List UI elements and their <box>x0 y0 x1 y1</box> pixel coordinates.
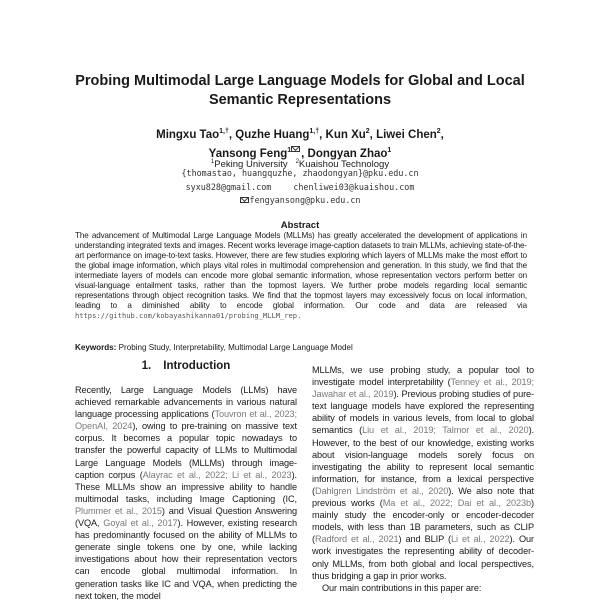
author-sup: 1,† <box>219 128 229 135</box>
section-heading <box>75 360 297 372</box>
section-number: 1. <box>141 360 152 372</box>
envelope-icon <box>240 197 249 203</box>
email-line <box>90 181 510 195</box>
right-column-paragraph <box>312 364 534 594</box>
author-sup: 2 <box>436 128 441 135</box>
citation-link[interactable]: Dahlgren Lindström et al., 2020 <box>314 485 449 496</box>
affiliation-2: Kuaishou Technology <box>298 159 390 171</box>
author-sup: 1 <box>387 146 392 154</box>
paper-title: Probing Multimodal Large Language Models for Global and Local Semantic Representations <box>75 73 525 108</box>
body-text: ). However, to the best of our knowledge, existing works about vision-language models sorely focus on investigating the ability to represent local semantic information, for instance, from a lexical perspective ( <box>312 425 534 496</box>
body-text: ) and BLIP ( <box>398 534 451 545</box>
email-block <box>90 167 510 208</box>
citation-link[interactable]: Radford et al., 2021 <box>314 534 399 545</box>
citation-link[interactable]: Ma et al., 2022; Dai et al., 2023b <box>382 498 532 509</box>
author-list: Mingxu Tao$^{1,\dagger}$, Quzhe Huang$^{1,\dagger}$, Kun Xu$^2$, Liwei Chen$^2$, Yansong Feng$^1$ , Dongyan Zhao$^1$ <box>156 128 444 160</box>
author-sup-num: 1 <box>287 146 292 154</box>
body-text: ). Previous probing studies of pure-text language models have explored the representing ability of models in various levels, from local to global semantics ( <box>312 389 535 436</box>
body-text: ). Our work investigates the representing ability of decoder-only MLLMs, from both global and local perspectives, thus bridging a gap in prior works. <box>312 534 534 581</box>
author-name: Dongyan Zhao <box>307 147 388 160</box>
body-text: Recently, Large Language Models (LLMs) have achieved remarkable advancements in various natural language processing applications ( <box>75 385 297 420</box>
email-address[interactable]: syxu828@gmail.com <box>185 181 272 192</box>
abstract-body <box>75 231 527 321</box>
email-line[interactable]: {thomastao, huangquzhe, zhaodongyan}@pku.edu.cn <box>181 168 419 178</box>
author-name: Kun Xu <box>325 128 366 141</box>
affiliation-1: Peking University <box>214 159 288 171</box>
author-sup: 2 <box>365 128 370 135</box>
left-column-paragraph <box>75 384 297 600</box>
citation-link[interactable]: Touvron et al., 2023; OpenAI, 2024 <box>75 409 298 432</box>
abstract-heading: Abstract <box>280 220 320 231</box>
citation-link[interactable]: Goyal et al., 2017 <box>103 518 178 529</box>
author-sup <box>287 147 301 154</box>
abstract-text: The advancement of Multimodal Large Language Models (MLLMs) has greatly accelerated the development of applications in understanding integrated texts and images. Recent works leverage image-caption datasets to train MLLMs, achieving state-of-the-art performance on image-to-text tasks. However, there are few studies exploring which layers of MLLMs make the most effort to the global image information, which plays vital roles in multimodal comprehension and generation. In this study, we find that the intermediate layers of models can encode more global semantic information, whose representation vectors perform better on visual-language entailment tasks, rather than the topmost layers. We further probe models regarding local semantic representations through object recognition tasks. We find that the topmost layers may excessively focus on local information, leading to a diminished ability to encode global information. Our code and data are released via <box>75 231 527 311</box>
author-name: Liwei Chen <box>376 128 437 141</box>
keywords-line <box>75 343 527 352</box>
author-sup: 1,† <box>309 128 320 135</box>
body-text: ). We also note that previous works ( <box>312 485 534 509</box>
keywords-label: Keywords: <box>75 343 117 352</box>
section-title: Introduction <box>163 360 231 372</box>
body-text: ). These MLLMs show an impressive ability to handle multimodal tasks, including Image Captioning (IC, <box>75 469 297 504</box>
citation-link[interactable]: Li et al., 2022 <box>451 534 510 545</box>
email-address[interactable]: chenliwei03@kuaishou.com <box>293 181 415 192</box>
citation-link[interactable]: Alayrac et al., 2022; Li et al., 2023 <box>142 469 292 480</box>
envelope-icon <box>291 146 300 152</box>
body-text: ) mainly study the encoder-only or encoder-decoder models, with less than 1B parameters, such as CLIP ( <box>312 498 534 545</box>
email-address[interactable]: fengyansong@pku.edu.cn <box>249 195 361 205</box>
body-text: ). However, existing research has predominantly focused on the ability of MLLMs to generate single tokens one by one, while lacking investigations about how their representation vectors can encode global multimodal information. In generation tasks like IC and VQA, when predicting the next token, the model <box>75 518 298 600</box>
citation-link[interactable]: Tenney et al., 2019; Jawahar et al., 2019 <box>312 377 534 400</box>
author-name: Quzhe Huang <box>235 128 310 141</box>
author-name: Mingxu Tao <box>156 128 220 141</box>
keywords-text: Probing Study, Interpretability, Multimodal Large Language Model <box>118 343 353 352</box>
citation-link[interactable]: Plummer et al., 2015 <box>75 505 162 516</box>
contributions-intro: Our main contributions in this paper are: <box>322 582 482 593</box>
body-text: ), owing to pre-training on massive text corpus. It becomes a popular topic nowadays to transfer the powerful capacity of LLMs to Multimodal Large Language Models (MLLMs) through image-caption corpus ( <box>75 421 298 480</box>
body-text: MLLMs, we use probing study, a popular tool to investigate model interpretability ( <box>312 365 534 388</box>
code-url-link[interactable]: https://github.com/kobayashikanna01/probing_MLLM_rep. <box>75 311 302 321</box>
author-name: Yansong Feng <box>208 147 288 160</box>
email-line <box>90 194 510 208</box>
body-text: ) and Visual Question Answering (VQA, <box>75 505 297 529</box>
citation-link[interactable]: Liu et al., 2019; Talmor et al., 2020 <box>362 425 529 436</box>
affil-sup: 2 <box>295 159 299 165</box>
affil-sup: 1 <box>210 159 215 165</box>
